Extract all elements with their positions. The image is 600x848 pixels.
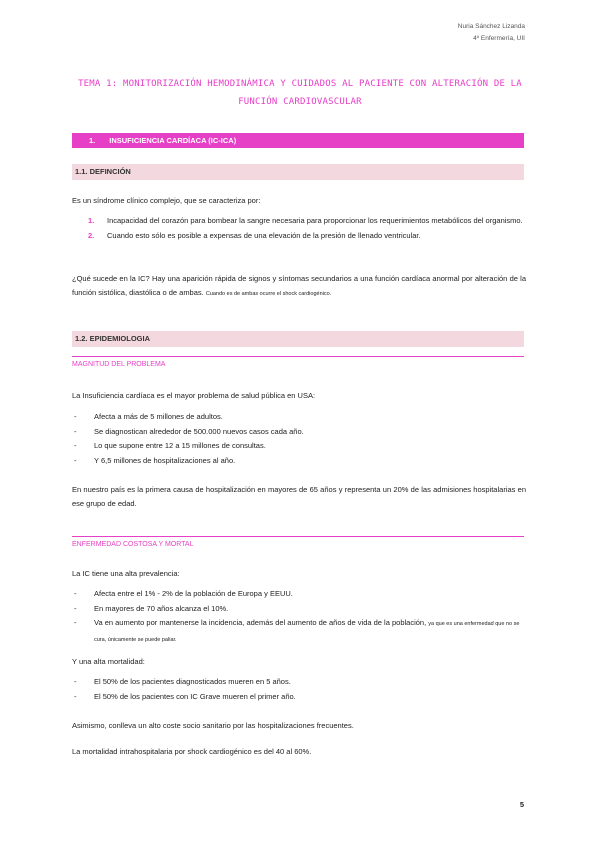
cost-paragraph: Asimismo, conlleva un alto coste socio sanitario por las hospitalizaciones frecuentes.	[72, 721, 354, 730]
definition-list	[72, 214, 526, 243]
bullet-dash: -	[74, 677, 77, 686]
magnitud-heading: MAGNITUD DEL PROBLEMA	[72, 356, 524, 368]
list-item-text: En mayores de 70 años alcanza el 10%.	[94, 603, 229, 613]
hospital-paragraph: La mortalidad intrahospitalaria por shock cardiogénico es del 40 al 60%.	[72, 747, 312, 756]
prevalence-intro: La IC tiene una alta prevalencia:	[72, 569, 180, 578]
list-number: 1.	[88, 216, 95, 225]
magnitud-intro: La Insuficiencia cardíaca es el mayor problema de salud pública en USA:	[72, 391, 316, 400]
list-item	[72, 439, 526, 454]
costosa-heading: ENFERMEDAD COSTOSA Y MORTAL	[72, 536, 524, 548]
subsection-heading-definicion: 1.1. DEFINCIÓN	[72, 164, 524, 180]
page-header	[458, 21, 525, 45]
document-title: TEMA 1: MONITORIZACIÓN HEMODINÁMICA Y CUIDADOS AL PACIENTE CON ALTERACIÓN DE LA FUNCIÓN CARDIOVASCULAR	[78, 79, 522, 107]
section-number: 1.	[89, 136, 96, 145]
list-item	[72, 690, 526, 705]
list-item-text: Va en aumento por mantenerse la incidencia, además del aumento de años de vida de la población,	[94, 618, 427, 627]
list-item-text: Afecta a más de 5 millones de adultos.	[94, 412, 223, 421]
subsection-heading-epidemiologia: 1.2. EPIDEMIOLOGIA	[72, 331, 524, 347]
list-item	[72, 410, 526, 425]
question-text: ¿Qué sucede en la IC? Hay una aparición rápida de signos y síntomas secundarios a una función cardíaca anormal por alteración de la función sistólica, diastólica o de ambas.	[72, 274, 526, 297]
header-course: 4º Enfermería, UII	[473, 35, 525, 42]
section-heading-1	[72, 133, 524, 148]
list-item-text: El 50% de los pacientes con IC Grave mueren el primer año.	[94, 691, 296, 701]
bullet-dash: -	[74, 455, 77, 465]
header-author: Nuria Sánchez Lizanda	[457, 23, 525, 30]
list-item	[72, 675, 526, 690]
list-item-text: Se diagnostican alrededor de 500.000 nuevos casos cada año.	[94, 426, 304, 436]
section-label: INSUFICIENCIA CARDÍACA (IC-ICA)	[109, 136, 237, 145]
list-item-text: Cuando esto sólo es posible a expensas de una elevación de la presión de llenado ventricular.	[107, 230, 421, 240]
bullet-dash: -	[74, 691, 77, 701]
list-item	[72, 229, 526, 244]
list-item-text: Y 6,5 millones de hospitalizaciones al año.	[94, 455, 236, 465]
list-item	[72, 214, 526, 229]
bullet-dash: -	[74, 618, 77, 627]
mortality-list	[72, 675, 526, 704]
mortality-intro: Y una alta mortalidad:	[72, 657, 145, 666]
list-item-text: Lo que supone entre 12 a 15 millones de consultas.	[94, 441, 266, 450]
bullet-dash: -	[74, 589, 77, 598]
list-item	[72, 454, 526, 469]
list-item-text: Afecta entre el 1% - 2% de la población de Europa y EEUU.	[94, 589, 293, 598]
bullet-dash: -	[74, 412, 77, 421]
list-item	[72, 587, 526, 602]
prevalence-list	[72, 587, 526, 647]
question-note: Cuando es de ambas ocurre el shock cardiogénico.	[205, 291, 332, 297]
bullet-dash: -	[74, 426, 77, 436]
list-number: 2.	[88, 230, 95, 240]
definition-intro: Es un síndrome clínico complejo, que se caracteriza por:	[72, 196, 261, 205]
list-item	[72, 425, 526, 440]
bullet-dash: -	[74, 441, 77, 450]
magnitud-list	[72, 410, 526, 468]
list-item-text: Incapacidad del corazón para bombear la sangre necesaria para proporcionar los requerimientos metabólicos del organismo.	[107, 216, 523, 225]
magnitud-paragraph: En nuestro país es la primera causa de hospitalización en mayores de 65 años y representa un 20% de las admisiones hospitalarias en ese grupo de edad.	[72, 485, 526, 508]
list-item-text: El 50% de los pacientes diagnosticados mueren en 5 años.	[94, 677, 291, 686]
page-number: 5	[519, 800, 524, 809]
bullet-dash: -	[74, 603, 77, 613]
list-item-note: ya que es una enfermedad que no se cura, únicamente se puede paliar.	[94, 621, 520, 643]
list-item	[72, 602, 526, 617]
question-paragraph	[72, 272, 526, 301]
list-item	[72, 616, 526, 647]
